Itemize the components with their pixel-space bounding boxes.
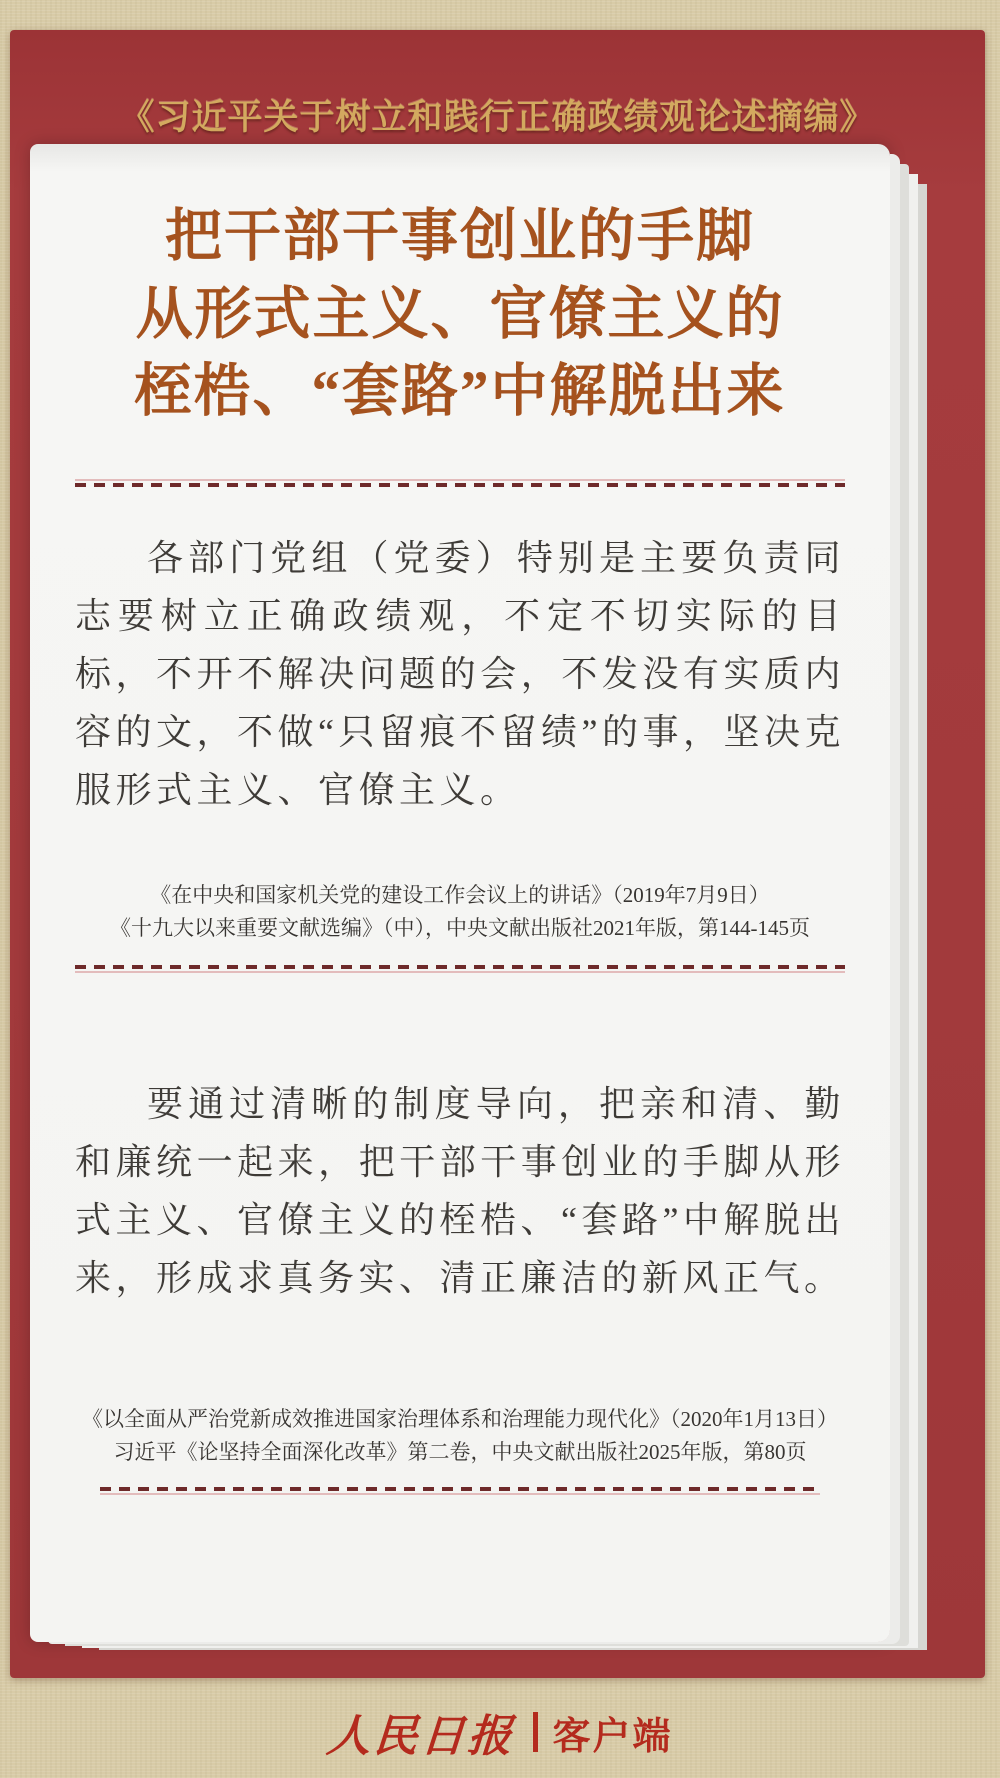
- divider-dashed-line: [100, 1487, 820, 1491]
- divider-solid-line: [75, 971, 845, 973]
- excerpt-title-line-2: 从形式主义、官僚主义的: [135, 282, 785, 346]
- book-series-title: 《习近平关于树立和践行正确政绩观论述摘编》: [119, 98, 876, 137]
- red-book-cover: [10, 30, 985, 1678]
- citation-2-publication: 习近平《论坚持全面深化改革》第二卷，中央文献出版社2025年版，第80页: [113, 1439, 807, 1464]
- divider-solid-line: [75, 479, 845, 481]
- peoples-daily-masthead: 人民日报: [325, 1712, 517, 1761]
- client-label: 客户端: [552, 1715, 673, 1758]
- book-page: [30, 144, 890, 1642]
- citation-1: [50, 879, 870, 945]
- divider-dashed-line: [75, 965, 845, 969]
- divider-dashed-line: [75, 483, 845, 487]
- dashed-divider-middle: [75, 965, 845, 973]
- excerpt-title: [75, 198, 845, 431]
- citation-1-source: 《在中央和国家机关党的建设工作会议上的讲话》（2019年7月9日）: [150, 882, 770, 907]
- publisher-logo: [0, 1700, 1000, 1764]
- excerpt-title-line-1: 把干部干事创业的手脚: [165, 205, 755, 268]
- dashed-divider-bottom: [100, 1487, 820, 1495]
- divider-solid-line: [100, 1493, 820, 1495]
- citation-2-source: 《以全面从严治党新成效推进国家治理体系和治理能力现代化》（2020年1月13日）: [82, 1406, 838, 1431]
- citation-2: [50, 1403, 870, 1469]
- quote-paragraph-1: 各部门党组（党委）特别是主要负责同志要树立正确政绩观，不定不切实际的目标，不开不解决问题的会，不发没有实质内容的文，不做“只留痕不留绩”的事，坚决克服形式主义、官僚主义。: [75, 537, 845, 810]
- citation-1-publication: 《十九大以来重要文献选编》（中），中央文献出版社2021年版，第144-145页: [110, 915, 810, 940]
- dashed-divider-top: [75, 479, 845, 487]
- excerpt-title-line-3: 桎梏、“套路”中解脱出来: [134, 360, 786, 424]
- quote-paragraph-2: 要通过清晰的制度导向，把亲和清、勤和廉统一起来，把干部干事创业的手脚从形式主义、官僚主义的桎梏、“套路”中解脱出来，形成求真务实、清正廉洁的新风正气。: [75, 1083, 845, 1298]
- logo-divider-bar: [533, 1712, 538, 1752]
